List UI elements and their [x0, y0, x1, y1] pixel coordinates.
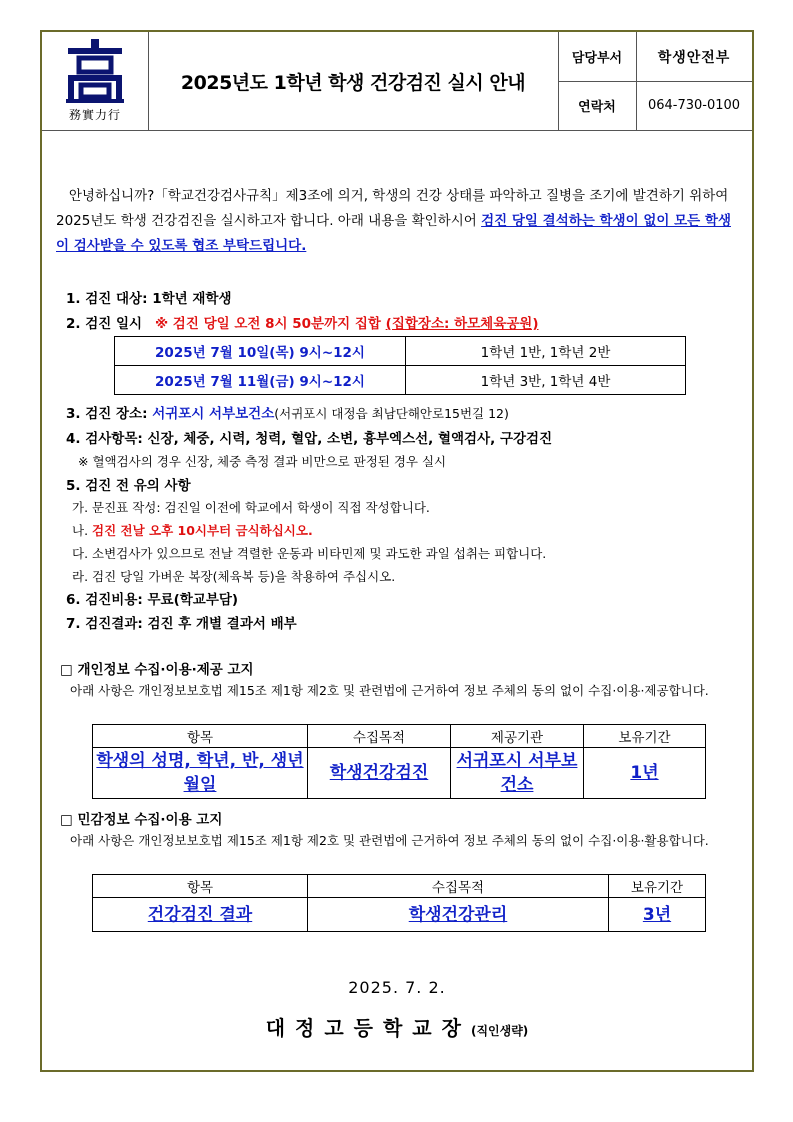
- header: [42, 32, 752, 131]
- sensitive-table: [92, 874, 706, 932]
- column-header: 수집목적: [308, 725, 451, 748]
- privacy-table: [92, 724, 706, 799]
- item-date: 2. 검진 일시 ※ 검진 당일 오전 8시 50분까지 집합 (집합장소: 하모체육공원): [66, 316, 539, 332]
- table-header-row: [93, 725, 706, 748]
- item-result: 7. 검진결과: 검진 후 개별 결과서 배부: [66, 616, 297, 632]
- table-cell: 학생건강검진: [308, 748, 451, 799]
- table-cell: 학생건강관리: [308, 898, 609, 932]
- table-cell: 건강검진 결과: [93, 898, 308, 932]
- item-place: 3. 검진 장소: 서귀포시 서부보건소(서귀포시 대정읍 최남단해안로15번길 12): [66, 406, 509, 422]
- school-name: 대정고등학교장: [265, 1016, 471, 1040]
- caution-d: 라. 검진 당일 가벼운 복장(체육복 등)을 착용하여 주십시오.: [72, 569, 396, 584]
- seal-note: (직인생략): [470, 1024, 529, 1038]
- caution-b: 나. 검진 전날 오후 10시부터 금식하십시오.: [72, 523, 313, 538]
- document-title: 2025년도 1학년 학생 건강검진 실시 안내: [148, 32, 559, 130]
- caution-c: 다. 소변검사가 있으므로 전날 격렬한 운동과 비타민제 및 과도한 과일 섭취는 피합니다.: [72, 546, 547, 561]
- table-row: [115, 337, 686, 366]
- school-motto: 務實力行: [68, 108, 121, 122]
- item-cost: 6. 검진비용: 무료(학교부담): [66, 592, 239, 608]
- school-logo: [42, 32, 149, 130]
- item-target: 1. 검진 대상: 1학년 재학생: [66, 291, 232, 307]
- document-frame: [40, 30, 754, 1072]
- table-header-row: [93, 875, 706, 898]
- schedule-classes: 1학년 3반, 1학년 4반: [406, 366, 686, 395]
- table-row: [93, 748, 706, 799]
- column-header: 보유기간: [609, 875, 706, 898]
- sensitive-desc: 아래 사항은 개인정보보호법 제15조 제1항 제2호 및 관련법에 근거하여 정보 주체의 동의 없이 수집·이용·활용합니다.: [70, 833, 709, 848]
- issue-date: 2025. 7. 2.: [348, 978, 446, 997]
- schedule-date: 2025년 7월 11월(금) 9시~12시: [115, 366, 406, 395]
- column-header: 제공기관: [451, 725, 584, 748]
- schedule-classes: 1학년 1반, 1학년 2반: [406, 337, 686, 366]
- table-cell: 서귀포시 서부보건소: [451, 748, 584, 799]
- contact-value: 064-730-0100: [647, 98, 741, 113]
- school-emblem-icon: [66, 39, 124, 103]
- column-header: 항목: [93, 725, 308, 748]
- contact-label: 연락처: [558, 81, 637, 130]
- table-cell: 1년: [584, 748, 706, 799]
- item-exam: 4. 검사항목: 신장, 체중, 시력, 청력, 혈압, 소변, 흉부엑스선, 혈액검사, 구강검진: [66, 431, 553, 447]
- dept-value: 학생안전부: [636, 32, 752, 82]
- item-caution: 5. 검진 전 유의 사항: [66, 478, 191, 494]
- table-cell: 학생의 성명, 학년, 반, 생년월일: [93, 748, 308, 799]
- table-cell: 3년: [609, 898, 706, 932]
- column-header: 수집목적: [308, 875, 609, 898]
- caution-a: 가. 문진표 작성: 검진일 이전에 학교에서 학생이 직접 작성합니다.: [72, 500, 430, 515]
- table-row: [93, 898, 706, 932]
- privacy-desc: 아래 사항은 개인정보보호법 제15조 제1항 제2호 및 관련법에 근거하여 정보 주체의 동의 없이 수집·이용·제공합니다.: [70, 683, 709, 698]
- dept-label: 담당부서: [558, 32, 637, 82]
- privacy-title: □ 개인정보 수집·이용·제공 고지: [60, 662, 254, 678]
- intro-text: 안녕하십니까?「학교건강검사규칙」제3조에 의거, 학생의 건강 상태를 파악하고 질병을 조기에 발견하기 위하여 2025년도 학생 건강검진을 실시하고자 합니다. 아래 내용을 확인하시어: [56, 188, 729, 229]
- schedule-date: 2025년 7월 10일(목) 9시~12시: [115, 337, 406, 366]
- signature-line: [42, 1012, 752, 1041]
- column-header: 항목: [93, 875, 308, 898]
- intro-paragraph: [56, 184, 740, 259]
- intro-highlight: 검진 당일 결석하는 학생이 없이 모든 학생이 검사받을 수 있도록 협조 부탁드립니다.: [56, 213, 731, 254]
- schedule-table: [114, 336, 686, 395]
- table-row: [115, 366, 686, 395]
- exam-note: ※ 혈액검사의 경우 신장, 체중 측정 결과 비만으로 판정된 경우 실시: [78, 454, 447, 469]
- sensitive-title: □ 민감정보 수집·이용 고지: [60, 812, 223, 828]
- column-header: 보유기간: [584, 725, 706, 748]
